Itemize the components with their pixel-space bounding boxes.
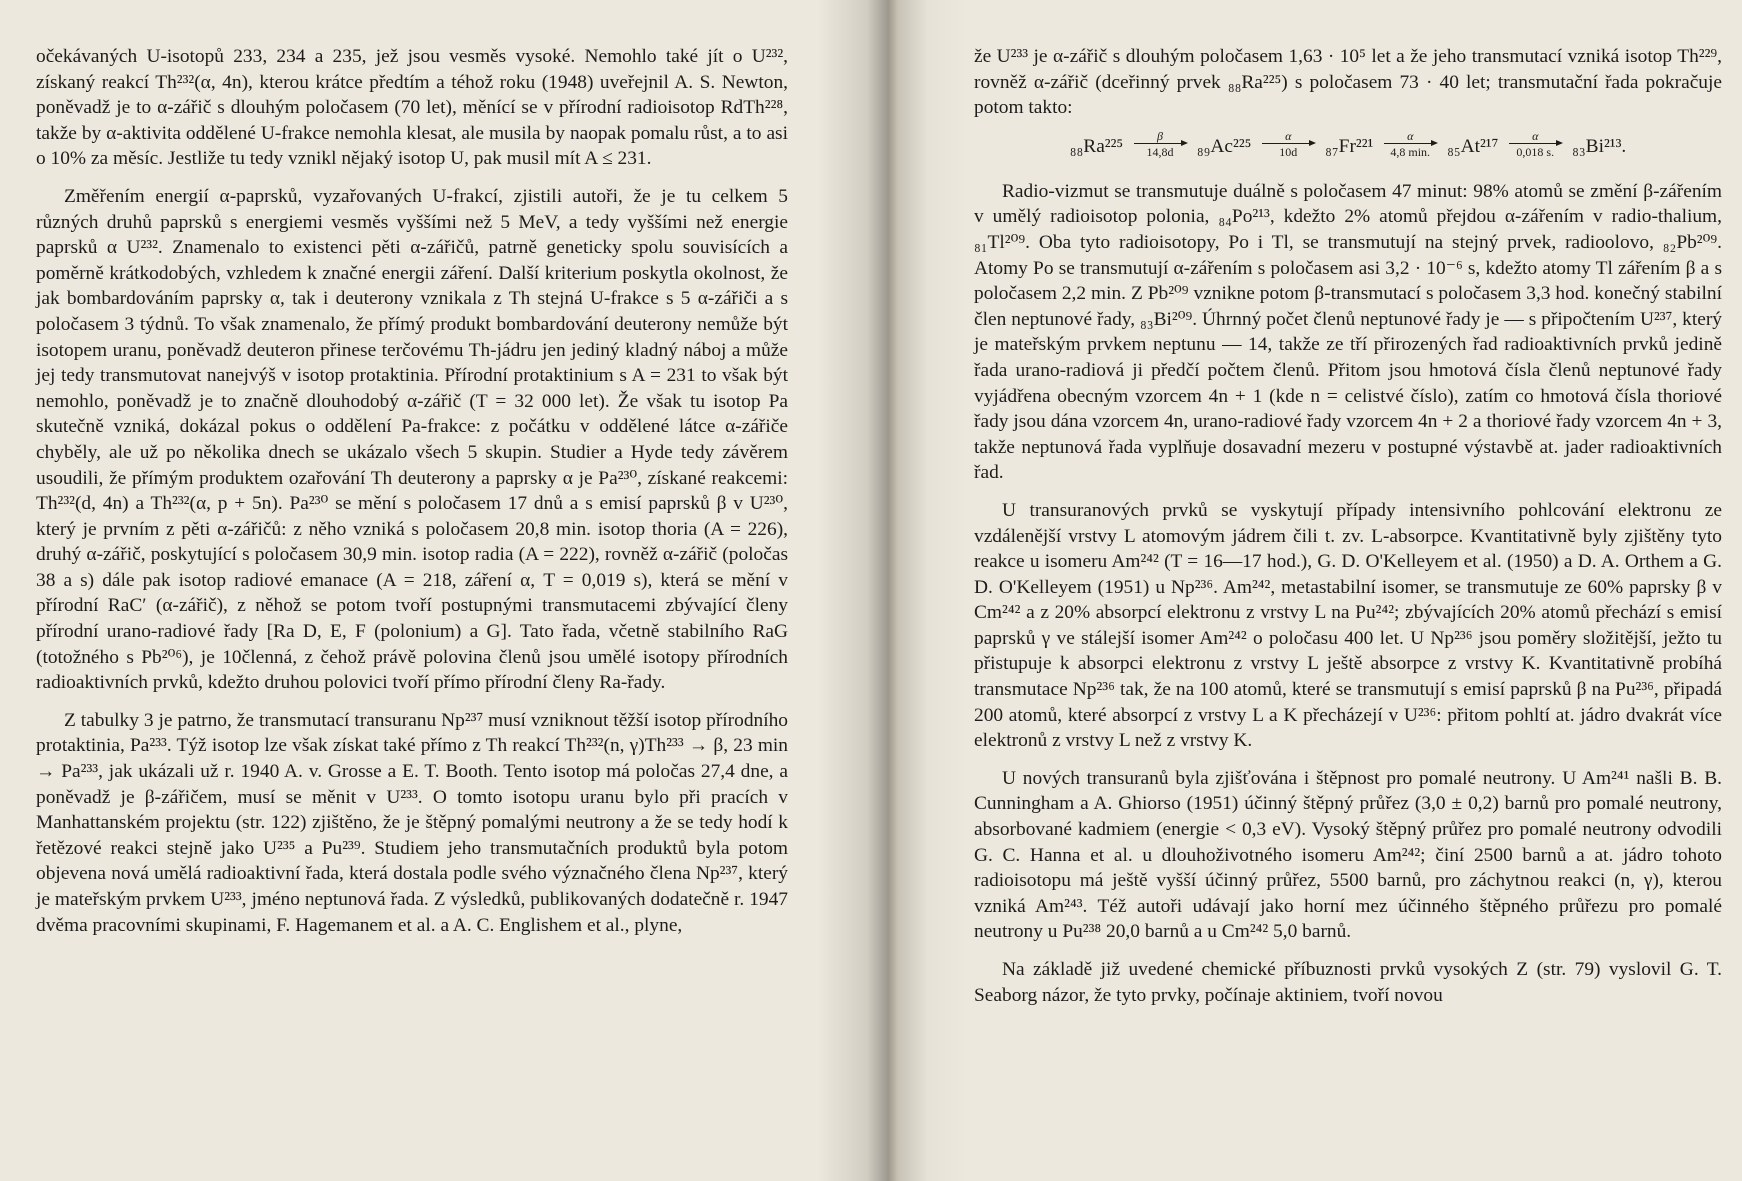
half-life-2: 10d (1279, 144, 1298, 159)
right-paragraph-3: U nových transuranů byla zjišťována i štěpnost pro pomalé neutrony. U Am²⁴¹ našli B. B. Cunningham a A. Ghiorso (1951) účinný štěpný průřez (3,0 ± 0,2) barnů pro pomalé neutrony, absorbované kadmiem (energie < 0,3 eV). Vysoký štěpný průřez pro pomalé neutrony odvodili G. C. Hanna et al. u dlouhoživotného isomeru Am²⁴²; činí 2500 barnů a at. jádro tohoto radioisotopu má ještě vyšší účinný průřez, 5500 barnů, pro záchytnou reakci (n, γ), kterou vzniká Am²⁴³. Též autoři udávají jako horní mez účinného štěpného průřezu pro pomalé neutrony u Pu²³⁸ 20,0 barnů a u Cm²⁴² 5,0 barnů. (974, 767, 1722, 943)
arrow-line-3 (1384, 143, 1436, 144)
decay-type-2: α (1285, 128, 1292, 143)
left-paragraph-3: Z tabulky 3 je patrno, že transmutací transuranu Np²³⁷ musí vzniknout těžší isotop přírodního protaktinia, Pa²³³. Týž isotop lze však získat také přímo z Th reakcí Th²³²(n, γ)Th²³³ → β, 23 min → Pa²³³, jak ukázali už r. 1940 A. v. Grosse a E. T. Booth. Tento isotop má poločas 27,4 dne, a poněvadž je β-zářičem, musí se měnit v U²³³. O tomto isotopu uranu bylo při pracích v Manhattanském projektu (str. 122) zjištěno, že je štěpný pomalými neutrony a že se tedy hodí k řetězové reakci stejně jako U²³⁵ a Pu²³⁹. Studiem jeho transmutačních produktů byla potom objevena nová umělá radioaktivní řada, která dostala podle svého význačného člena Np²³⁷, který je mateřským prvkem U²³³, jméno neptunová řada. Z výsledků, publikovaných dodatečně r. 1947 dvěma pracovními skupinami, F. Hagemanem et al. a A. C. Englishem et al., plyne, (36, 709, 788, 936)
decay-chain-equation (974, 129, 1722, 169)
left-paragraph-2: Změřením energií α-paprsků, vyzařovaných U-frakcí, zjistili autoři, že je tu celkem 5 různých druhů paprsků s energiemi vesměs vyššími než 5 MeV, a tedy vyššími než energie paprsků α U²³². Znamenalo to existenci pěti α-zářičů, patrně geneticky spolu souvisících a poměrně krátkodobých, vzhledem k značné energii záření. Další kriterium poskytla okolnost, že jak bombardováním paprsky α, tak i deuterony vznikala z Th stejná U-frakce s 5 α-zářiči a s poločasem 3 týdnů. To však znamenalo, že přímý produkt bombardování deuterony nemůže být isotopem uranu, poněvadž deuteron přinese terčovému Th-jádru jen jediný kladný náboj a může jej tedy transmutovat nanejvýš v isotop protaktinia. Přírodní protaktinium s A = 231 to však být nemohlo, poněvadž je to značně dlouhodobý α-zářič (T = 32 000 let). Že však tu isotop Pa skutečně vzniká, dokázal pokus o oddělení Pa-frakce: z počátku v oddělené látce α-zářiče chyběly, ale už po několika dnech se ukázalo všech 5 skupin. Studier a Hyde tedy závěrem usoudili, že přímým produktem ozařování Th deuterony a paprsky α je Pa²³⁰, získané reakcemi: Th²³²(d, 4n) a Th²³²(α, p + 5n). Pa²³⁰ se mění s poločasem 17 dnů a s emisí paprsků β v U²³⁰, který je prvním z pěti α-zářičů: z něho vzniká s poločasem 20,8 min. isotop thoria (A = 226), druhý α-zářič, poskytující s poločasem 30,9 min. isotop radia (A = 222), rovněž α-zářič (poločas 38 a s) dále pak isotop radiové emanace (A = 218, záření α, T = 0,019 s), která se mění v přírodní RaC′ (α-zářič), z něhož se potom tvoří postupnými transmutacemi zbývající členy přírodní urano-radiové řady [Ra D, E, F (polonium) a G]. Tato řada, včetně stabilního RaG (totožného s Pb²⁰⁶), je 10členná, z čehož právě polovina členů jsou umělé isotopy přírodních radioaktivních prvků, kdežto druhou polovici tvoří přímo přírodní členy Ra-řady. (36, 185, 788, 694)
nuclide-ra225: ₈₈Ra²²⁵ (1069, 135, 1124, 157)
half-life-4: 0,018 s. (1516, 144, 1555, 159)
right-paragraph-4: Na základě již uvedené chemické příbuznosti prvků vysokých Z (str. 79) vyslovil G. T. Seaborg názor, že tyto prvky, počínaje aktiniem, tvoří novou (974, 959, 1722, 1006)
nuclide-fr221: ₈₇Fr²²¹ (1325, 135, 1374, 157)
arrow-line-4 (1509, 143, 1561, 144)
decay-type-3: α (1407, 128, 1414, 143)
right-paragraph-2: U transuranových prvků se vyskytují případy intensivního pohlcování elektronu ze vzdálenější vrstvy L atomovým jádrem čili t. zv. L-absorpce. Kvantitativně byly zjištěny tyto reakce u isomeru Am²⁴² (T = 16—17 hod.), G. D. O'Kelleyem et al. (1950) a D. A. Orthem a G. D. O'Kelleyem (1951) u Np²³⁶. Am²⁴², metastabilní isomer, se transmutuje ze 60% paprsky β v Cm²⁴² a z 20% absorpcí elektronu z vrstvy L na Pu²⁴²; zbývajících 20% atomů přechází s emisí paprsků γ ve stálejší isomer Am²⁴² o poločasu 400 let. U Np²³⁶ jsou poměry složitější, ježto tu přistupuje k absorpci elektronu z vrstvy L ještě absorpce z vrstvy K. Kvantitativně probíhá transmutace Np²³⁶ tak, že na 100 atomů, které se transmutují s emisí paprsků β na Pu²³⁶, připadá 200 atomů, které absorpcí z vrstvy L a K přecházejí v U²³⁶: přitom pohltí at. jádro dvakrát více elektronů z vrstvy L než z vrstvy K. (974, 499, 1722, 752)
arrow-line-1 (1134, 143, 1186, 144)
half-life-1: 14,8d (1146, 144, 1174, 159)
nuclide-ac225: ₈₉Ac²²⁵ (1196, 135, 1252, 157)
nuclide-at217: ₈₅At²¹⁷ (1447, 135, 1499, 157)
decay-arrow-4 (1507, 129, 1563, 165)
right-paragraph-1: Radio-vizmut se transmutuje duálně s poločasem 47 minut: 98% atomů se změní β-zářením v umělý radioisotop polonia, ₈₄Po²¹³, kdežto 2% atomů přejdou α-zářením v radio-thalium, ₈₁Tl²⁰⁹. Oba tyto radioisotopy, Po i Tl, se transmutují na stejný prvek, radioolovo, ₈₂Pb²⁰⁹. Atomy Po se transmutují α-zářením s poločasem asi 3,2 · 10⁻⁶ s, kdežto atomy Tl zářením β a s poločasem 2,2 min. Z Pb²⁰⁹ vznikne potom β-transmutací s poločasem 3,3 hod. konečný stabilní člen neptunové řady, ₈₃Bi²⁰⁹. Úhrnný počet členů neptunové řady je — s připočtením U²³⁷, který je mateřským prvkem neptunu — 14, takže ze tří přirozených řad radioaktivních prvků jedině řada urano-radiová ji předčí počtem členů. Přitom jsou hmotová čísla členů neptunové řady vyjádřena obecným vzorcem 4n + 1 (kde n = celistvé číslo), zatím co hmotová čísla thoriové řady jsou dána vzorcem 4n, urano-radiové řady vzorcem 4n + 2 a thoriové řady vzorcem 4n + 3, takže neptunová řada vyplňuje dosavadní mezeru v postupné výstavbě at. jader radioaktivních řad. (974, 180, 1722, 484)
right-paragraph-intro: že U²³³ je α-zářič s dlouhým poločasem 1,63 · 10⁵ let a že jeho transmutací vzniká isotop Th²²⁹, rovněž α-zářič (dceřinný prvek ₈₈Ra²²⁵) s poločasem 73 · 40 let; transmutační řada pokračuje potom takto: (974, 46, 1722, 119)
decay-arrow-1 (1132, 129, 1188, 165)
nuclide-bi213: ₈₃Bi²¹³. (1572, 135, 1627, 157)
left-paragraph-1: očekávaných U-isotopů 233, 234 a 235, jež jsou vesměs vysoké. Nemohlo také jít o U²³², získaný reakcí Th²³²(α, 4n), kterou krátce předtím a téhož roku (1948) uveřejnil A. S. Newton, poněvadž je to α-zářič s dlouhým poločasem (70 let), měnící se v přírodní radioisotop RdTh²²⁸, takže by α-aktivita oddělené U-frakce nemohla klesat, ale musila by naopak pomalu růst, a to asi o 10% za měsíc. Jestliže tu tedy vznikl nějaký isotop U, pak musil mít A ≤ 231. (36, 46, 788, 170)
decay-type-1: β (1157, 128, 1164, 143)
decay-arrow-2 (1260, 129, 1316, 165)
half-life-3: 4,8 min. (1390, 144, 1431, 159)
decay-arrow-3 (1382, 129, 1438, 165)
right-page (888, 0, 1742, 1181)
decay-type-4: α (1532, 128, 1539, 143)
arrow-line-2 (1262, 143, 1314, 144)
